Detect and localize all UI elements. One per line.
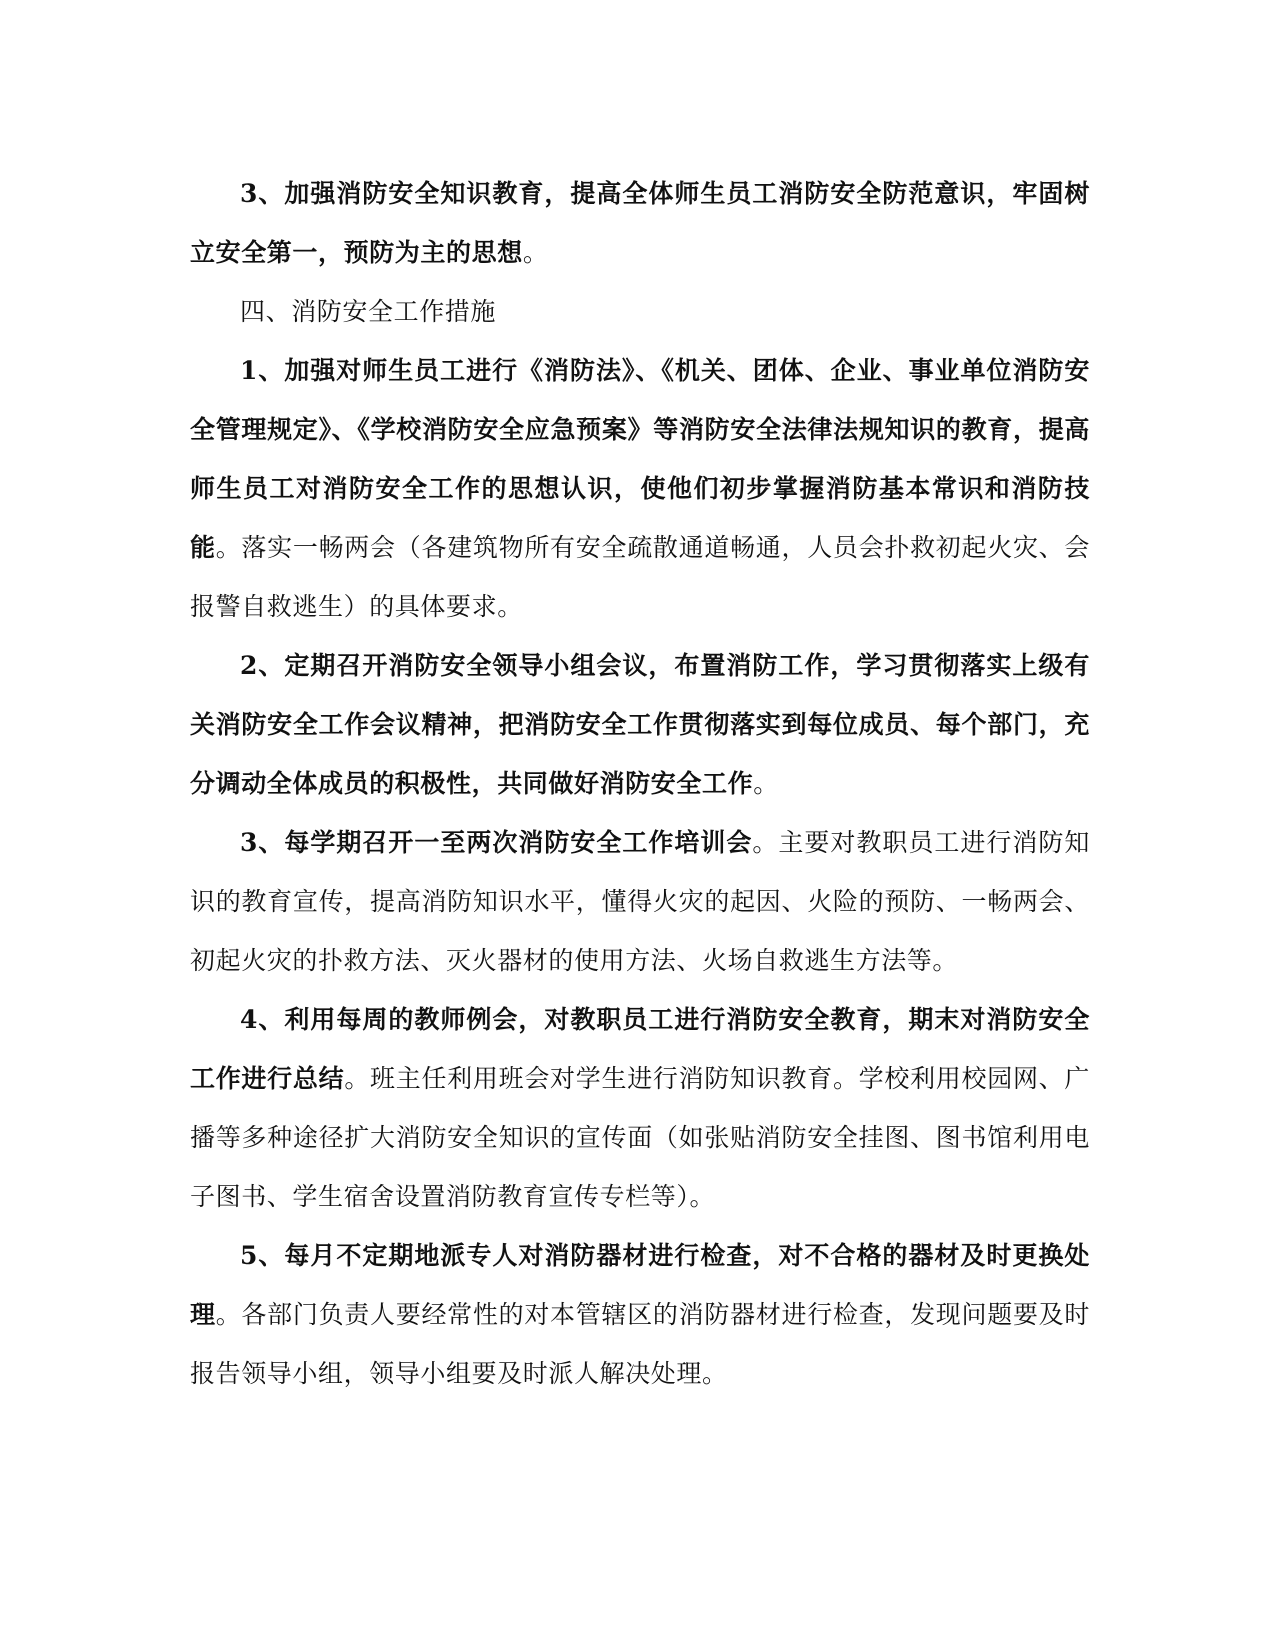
paragraph-bold-text: 3、加强消防安全知识教育，提高全体师生员工消防安全防范意识，牢固树立安全第一，预防为主的思想 <box>190 179 1090 267</box>
paragraph-measure-1 <box>190 341 1090 636</box>
paragraph-bold-text: 3、每学期召开一至两次消防安全工作培训会 <box>240 828 753 857</box>
paragraph-measure-4 <box>190 990 1090 1226</box>
paragraph-text: 。 <box>522 238 549 267</box>
document-body <box>190 164 1090 1403</box>
paragraph-text: 。 <box>753 769 779 798</box>
paragraph-text: 。主要对教职员工进行消防知识的教育宣传，提高消防知识水平，懂得火灾的起因、火险的预防、一畅两会、初起火灾的扑救方法、灭火器材的使用方法、火场自救逃生方法等。 <box>190 828 1090 975</box>
section-heading-text: 四、消防安全工作措施 <box>240 297 497 326</box>
paragraph-bold-text: 1、加强对师生员工进行《消防法》、《机关、团体、企业、事业单位消防安全管理规定》、《学校消防安全应急预案》等消防安全法律法规知识的教育，提高师生员工对消防安全工作的思想认识，使他们初步掌握消防基本常识和消防技能 <box>190 356 1090 562</box>
paragraph-measure-2 <box>190 636 1090 813</box>
paragraph-bold-text: 5、每月不定期地派专人对消防器材进行检查，对不合格的器材及时更换处理 <box>190 1241 1090 1329</box>
paragraph-bold-text: 2、定期召开消防安全领导小组会议，布置消防工作，学习贯彻落实上级有关消防安全工作会议精神，把消防安全工作贯彻落实到每位成员、每个部门，充分调动全体成员的积极性，共同做好消防安全工作 <box>190 651 1090 798</box>
paragraph-bold-text: 4、利用每周的教师例会，对教职员工进行消防安全教育，期末对消防安全工作进行总结 <box>190 1005 1090 1093</box>
paragraph-measure-3 <box>190 813 1090 990</box>
section-heading-measures <box>190 282 1090 341</box>
paragraph-measure-5 <box>190 1226 1090 1403</box>
paragraph-text: 。落实一畅两会（各建筑物所有安全疏散通道畅通，人员会扑救初起火灾、会报警自救逃生）的具体要求。 <box>190 533 1090 621</box>
paragraph-text: 。班主任利用班会对学生进行消防知识教育。学校利用校园网、广播等多种途径扩大消防安全知识的宣传面（如张贴消防安全挂图、图书馆利用电子图书、学生宿舍设置消防教育宣传专栏等）。 <box>190 1064 1090 1211</box>
paragraph-point-3-awareness <box>190 164 1090 282</box>
paragraph-text: 。各部门负责人要经常性的对本管辖区的消防器材进行检查，发现问题要及时报告领导小组，领导小组要及时派人解决处理。 <box>190 1300 1090 1388</box>
